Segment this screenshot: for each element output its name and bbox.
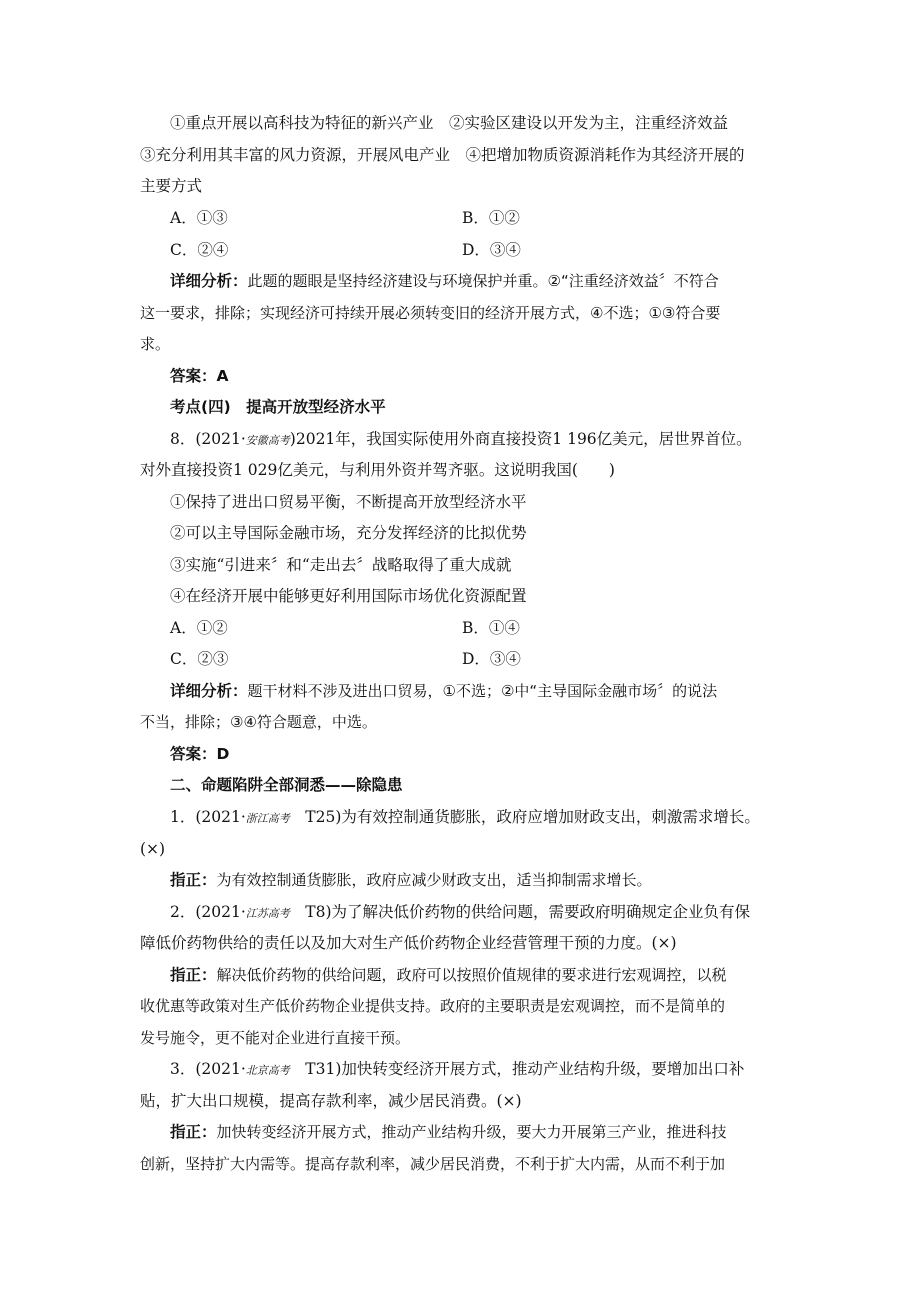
q8-item-2: ②可以主导国际金融市场，充分发挥经济的比拟优势 xyxy=(170,524,527,542)
t1-stem-line-1 xyxy=(170,806,810,830)
t3-stem-line-1 xyxy=(170,1058,810,1082)
q7-analysis-line-2: 这一要求，排除；实现经济可持续开展必须转变旧的经济开展方式，④不选；①③符合要 xyxy=(140,304,721,322)
t2-prefix: 2．(2021· xyxy=(170,903,246,921)
q7-option-line-1: ①重点开展以高科技为特征的新兴产业 ②实验区建设以开发为主，注重经济效益 xyxy=(170,114,729,132)
section-heading-4: 考点(四) 提高开放型经济水平 xyxy=(170,398,386,416)
q8-item-3: ③实施“引进来〞和“走出去〞战略取得了重大成就 xyxy=(170,556,512,574)
q8-stem-line-2: 对外直接投资1 029亿美元，与利用外资并驾齐驱。这说明我国( ) xyxy=(140,461,615,479)
q7-choice-b: B．①② xyxy=(462,209,520,227)
q8-analysis-label: 详细分析： xyxy=(170,682,248,700)
t1-correction-line-1 xyxy=(170,869,810,891)
q8-choice-c: C．②③ xyxy=(170,650,229,668)
q7-analysis-line-3: 求。 xyxy=(140,335,171,353)
q8-analysis-line-2: 不当，排除；③④符合题意，中选。 xyxy=(140,713,377,731)
q7-analysis-text-1: 此题的题眼是坚持经济建设与环境保护并重。②“注重经济效益〞不符合 xyxy=(247,272,719,290)
t2-correction-text-1: 解决低价药物的供给问题，政府可以按照价值规律的要求进行宏观调控，以税 xyxy=(216,966,727,984)
t2-correction-line-2: 收优惠等政策对生产低价药物企业提供支持。政府的主要职责是宏观调控，而不是简单的 xyxy=(140,997,726,1015)
t3-correction-text-1: 加快转变经济开展方式，推动产业结构升级，要大力开展第三产业，推进科技 xyxy=(216,1123,727,1141)
q7-choice-d: D．③④ xyxy=(462,241,521,259)
t3-correction-line-1 xyxy=(170,1121,810,1143)
t1-correction-label: 指正： xyxy=(170,871,217,889)
t1-stem-line-2: (×) xyxy=(140,840,166,858)
q8-stem-line-1 xyxy=(170,428,810,452)
t1-prefix: 1．(2021· xyxy=(170,808,246,826)
q8-choice-b: B．①④ xyxy=(462,619,520,637)
t3-source: 北京高考 xyxy=(245,1064,290,1077)
t3-stem-line-2: 贴，扩大出口规模，提高存款利率，减少居民消费。(×) xyxy=(140,1092,522,1110)
q8-prefix: 8．(2021· xyxy=(170,430,246,448)
t3-prefix: 3．(2021· xyxy=(170,1060,246,1078)
q8-choice-d: D．③④ xyxy=(462,650,521,668)
q7-option-line-3: 主要方式 xyxy=(140,177,203,195)
t2-stem-rest: T8)为了解决低价药物的供给问题，需要政府明确规定企业负有保 xyxy=(289,903,751,921)
t1-correction-text-1: 为有效控制通货膨胀，政府应减少财政支出，适当抑制需求增长。 xyxy=(216,871,652,889)
section-heading-2: 二、命题陷阱全部洞悉——除隐患 xyxy=(170,776,403,794)
q8-analysis-text-1: 题干材料不涉及进出口贸易，①不选；②中“主导国际金融市场〞的说法 xyxy=(247,682,718,700)
t2-source: 江苏高考 xyxy=(245,907,290,920)
q8-answer: 答案：D xyxy=(170,745,230,763)
q7-analysis-label: 详细分析： xyxy=(170,272,248,290)
t3-correction-label: 指正： xyxy=(170,1123,217,1141)
t3-correction-line-2: 创新，坚持扩大内需等。提高存款利率，减少居民消费，不利于扩大内需，从而不利于加 xyxy=(140,1155,726,1173)
t2-correction-label: 指正： xyxy=(170,966,217,984)
t2-correction-line-3: 发号施令，更不能对企业进行直接干预。 xyxy=(140,1029,411,1047)
t3-stem-rest: T31)加快转变经济开展方式，推动产业结构升级，要增加出口补 xyxy=(289,1060,745,1078)
t2-correction-line-1 xyxy=(170,964,810,986)
q8-item-4: ④在经济开展中能够更好利用国际市场优化资源配置 xyxy=(170,587,527,605)
q8-choice-a: A．①② xyxy=(170,619,228,637)
q7-answer: 答案：A xyxy=(170,367,229,385)
q8-item-1: ①保持了进出口贸易平衡，不断提高开放型经济水平 xyxy=(170,493,527,511)
t2-stem-line-1 xyxy=(170,901,810,925)
q7-option-line-2: ③充分利用其丰富的风力资源，开展风电产业 ④把增加物质资源消耗作为其经济开展的 xyxy=(140,146,745,164)
q8-stem-rest: )2021年，我国实际使用外商直接投资1 196亿美元，居世界首位。 xyxy=(289,430,752,448)
q7-choice-a: A．①③ xyxy=(170,209,228,227)
t2-stem-line-2: 障低价药物供给的责任以及加大对生产低价药物企业经营管理干预的力度。(×) xyxy=(140,934,677,952)
t1-source: 浙江高考 xyxy=(245,812,290,825)
q8-analysis-line-1 xyxy=(170,680,810,702)
q7-choice-c: C．②④ xyxy=(170,241,229,259)
q7-analysis-line-1 xyxy=(170,270,810,292)
t1-stem-rest: T25)为有效控制通货膨胀，政府应增加财政支出，刺激需求增长。 xyxy=(289,808,760,826)
q8-source: 安徽高考 xyxy=(245,434,290,447)
